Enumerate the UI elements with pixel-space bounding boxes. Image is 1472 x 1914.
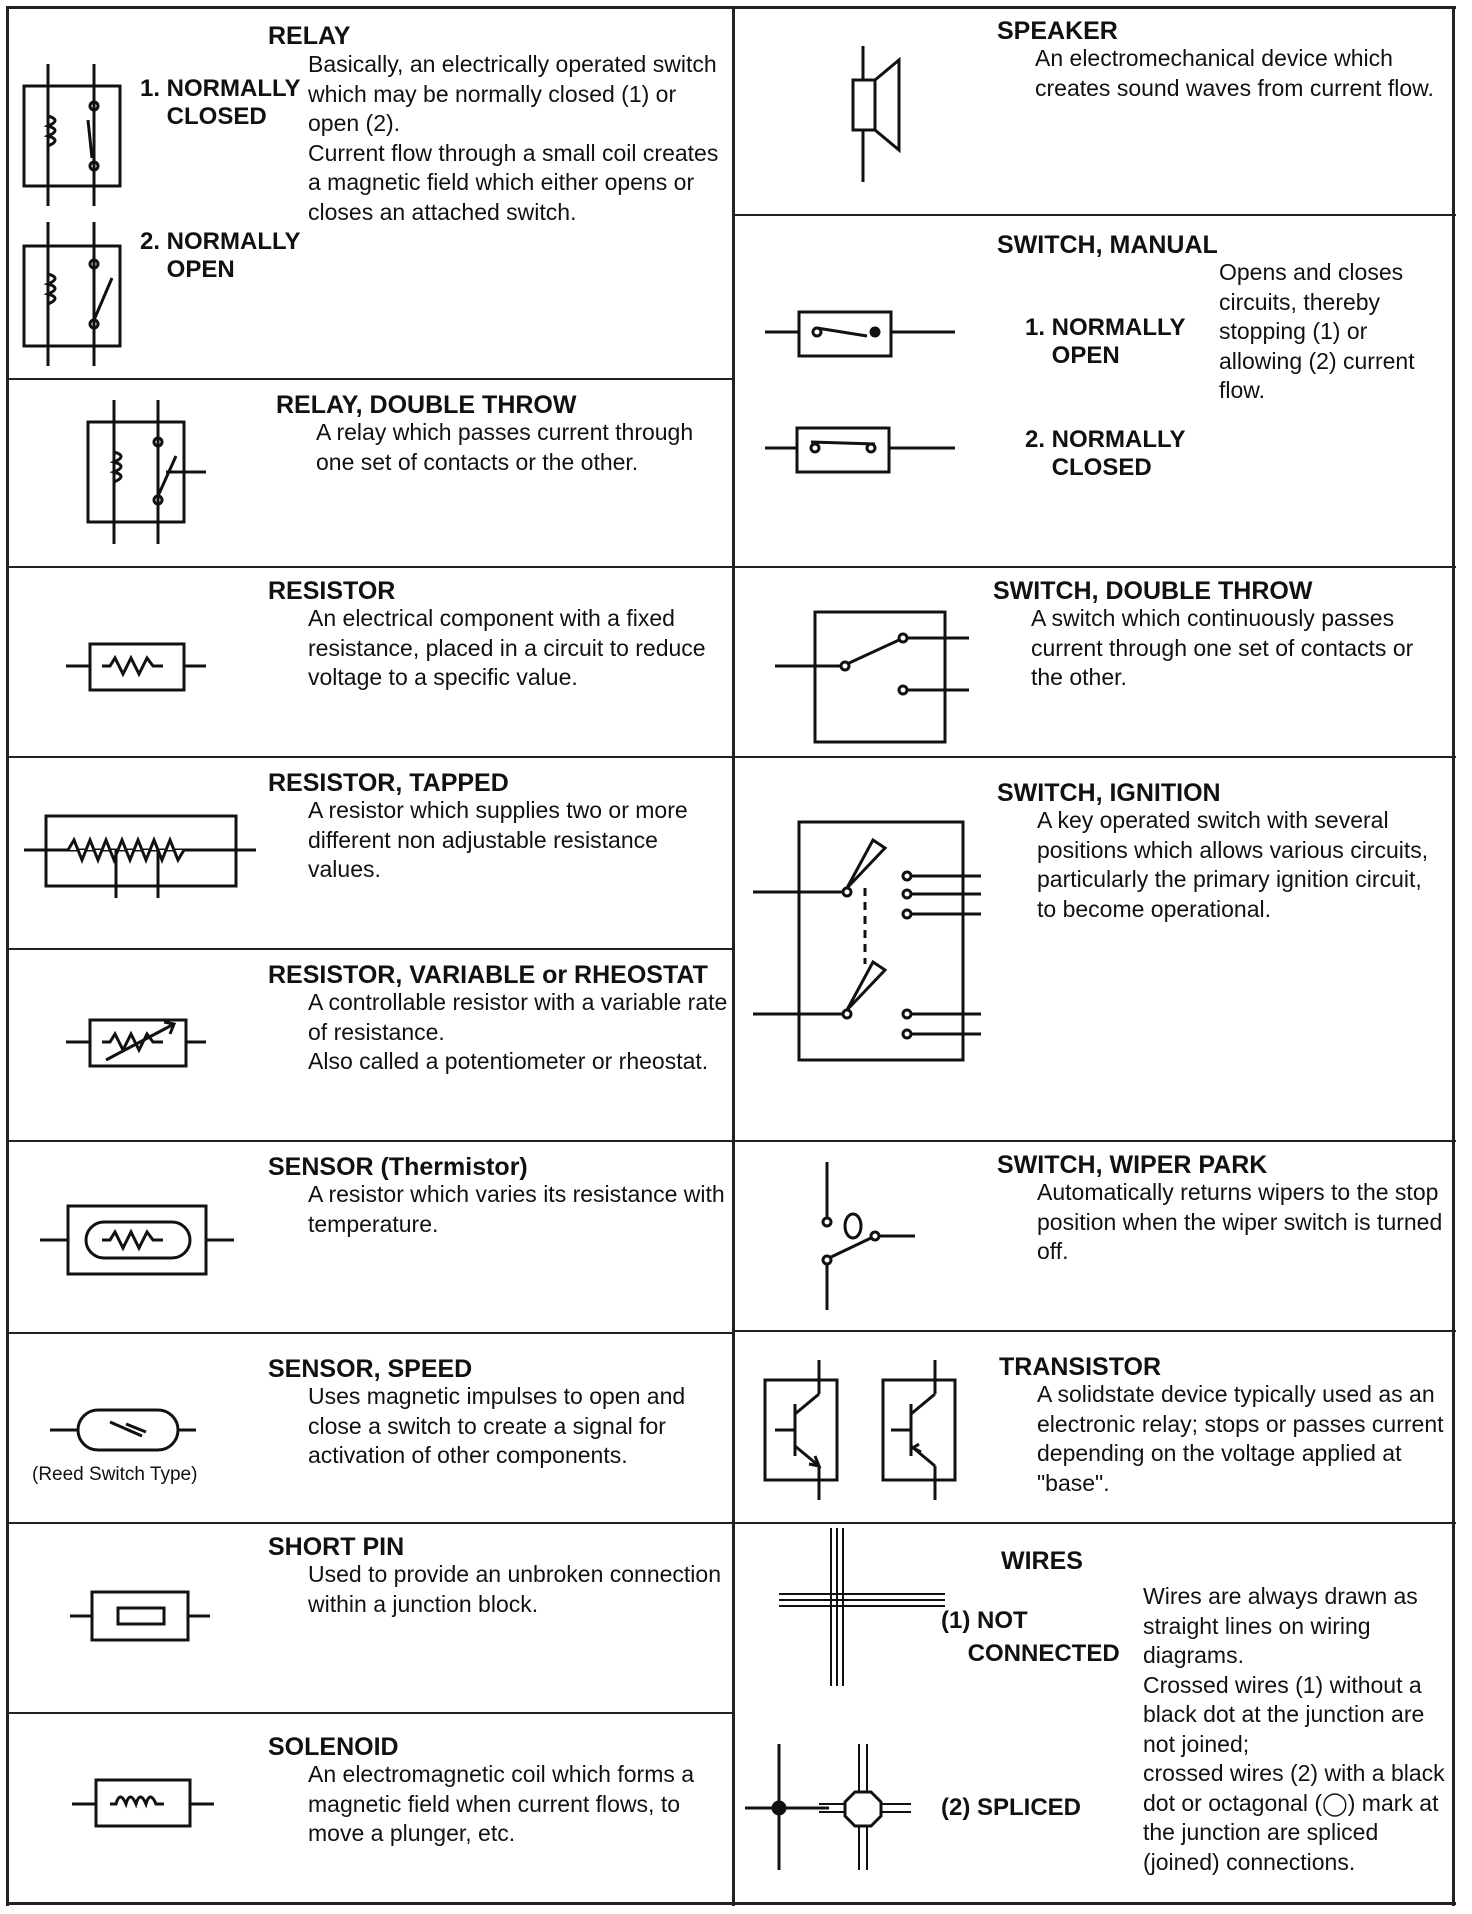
resistor-description: An electrical component with a fixed resistance, placed in a circuit to reduce voltage to a specific value. — [308, 605, 706, 690]
switch-wiper-park-description: Automatically returns wipers to the stop position when the wiper switch is turned off. — [1037, 1179, 1443, 1264]
solenoid-description: An electromagnetic coil which forms a magnetic field when current flows, to move a plunger, etc. — [308, 1761, 695, 1846]
resistor-tapped-description: A resistor which supplies two or more different non adjustable resistance values. — [308, 797, 688, 882]
switch-ignition-description: A key operated switch with several positions which allows various circuits, particularly the primary ignition circuit, to become operational. — [1037, 807, 1429, 922]
wires-not-connected-label: (1) NOT CONNECTED — [941, 1607, 1120, 1667]
relay-normally-open-label: 2. NORMALLY OPEN — [140, 228, 301, 283]
sensor-thermistor-title: SENSOR (Thermistor) — [268, 1153, 528, 1181]
resistor-variable-title: RESISTOR, VARIABLE or RHEOSTAT — [268, 961, 708, 989]
entry-relay-double-throw — [6, 380, 732, 566]
resistor-tapped-title: RESISTOR, TAPPED — [268, 769, 509, 797]
resistor-variable-description: A controllable resistor with a variable rate of resistance. Also called a potentiometer or rheostat. — [308, 989, 728, 1074]
sensor-speed-title: SENSOR, SPEED — [268, 1355, 473, 1383]
entry-transistor — [735, 1332, 1455, 1522]
transistor-title: TRANSISTOR — [999, 1353, 1162, 1381]
entry-wires — [735, 1524, 1455, 1902]
entry-resistor-variable — [6, 950, 732, 1140]
switch-manual-normally-open-label: 1. NORMALLY OPEN — [1025, 314, 1186, 369]
speaker-description: An electromechanical device which creates sound waves from current flow. — [1035, 45, 1434, 101]
switch-double-throw-description: A switch which continuously passes current through one set of contacts or the other. — [1031, 605, 1414, 690]
symbol-reference-sheet — [6, 6, 1456, 1906]
relay-normally-closed-label: 1. NORMALLY CLOSED — [140, 75, 301, 130]
outer-border-bottom — [6, 1902, 1456, 1905]
entry-switch-wiper-park — [735, 1142, 1455, 1330]
entry-speaker — [735, 6, 1455, 214]
reed-switch-caption: (Reed Switch Type) — [32, 1464, 198, 1485]
transistor-description: A solidstate device typically used as an electronic relay; stops or passes current depending on the voltage applied at "base". — [1037, 1381, 1444, 1496]
switch-double-throw-title: SWITCH, DOUBLE THROW — [993, 577, 1313, 605]
switch-ignition-title: SWITCH, IGNITION — [997, 779, 1221, 807]
relay-double-throw-title: RELAY, DOUBLE THROW — [276, 391, 577, 419]
switch-wiper-park-title: SWITCH, WIPER PARK — [997, 1151, 1268, 1179]
sensor-thermistor-description: A resistor which varies its resistance with temperature. — [308, 1181, 725, 1237]
entry-switch-ignition — [735, 758, 1455, 1140]
relay-description: Basically, an electrically operated switch which may be normally closed (1) or open (2). Current flow through a small coil creates a magnetic field which either opens or closes an attached switch. — [308, 51, 719, 225]
entry-relay — [6, 6, 732, 378]
switch-manual-normally-closed-label: 2. NORMALLY CLOSED — [1025, 426, 1186, 481]
short-pin-title: SHORT PIN — [268, 1533, 405, 1561]
switch-manual-title: SWITCH, MANUAL — [997, 231, 1218, 259]
entry-switch-double-throw — [735, 568, 1455, 756]
short-pin-description: Used to provide an unbroken connection within a junction block. — [308, 1561, 722, 1617]
wires-title: WIRES — [1001, 1547, 1083, 1575]
entry-sensor-speed — [6, 1334, 732, 1522]
wires-description: Wires are always drawn as straight lines on wiring diagrams. Crossed wires (1) without a black dot at the junction are not joined; crossed wires (2) with a black dot or octagonal (◯) mark at the junction are spliced (joined) connections. — [1143, 1583, 1445, 1875]
entry-switch-manual — [735, 216, 1455, 566]
entry-sensor-thermistor — [6, 1142, 732, 1332]
entry-resistor-tapped — [6, 758, 732, 948]
entry-resistor — [6, 568, 732, 756]
resistor-title: RESISTOR — [268, 577, 396, 605]
entry-short-pin — [6, 1524, 732, 1712]
relay-double-throw-description: A relay which passes current through one set of contacts or the other. — [316, 419, 694, 475]
relay-title: RELAY — [268, 22, 351, 50]
speaker-title: SPEAKER — [997, 17, 1118, 45]
sensor-speed-description: Uses magnetic impulses to open and close a switch to create a signal for activation of other components. — [308, 1383, 686, 1468]
entry-solenoid — [6, 1714, 732, 1902]
switch-manual-description: Opens and closes circuits, thereby stopping (1) or allowing (2) current flow. — [1219, 259, 1415, 403]
wires-spliced-label: (2) SPLICED — [941, 1794, 1082, 1821]
solenoid-title: SOLENOID — [268, 1733, 399, 1761]
